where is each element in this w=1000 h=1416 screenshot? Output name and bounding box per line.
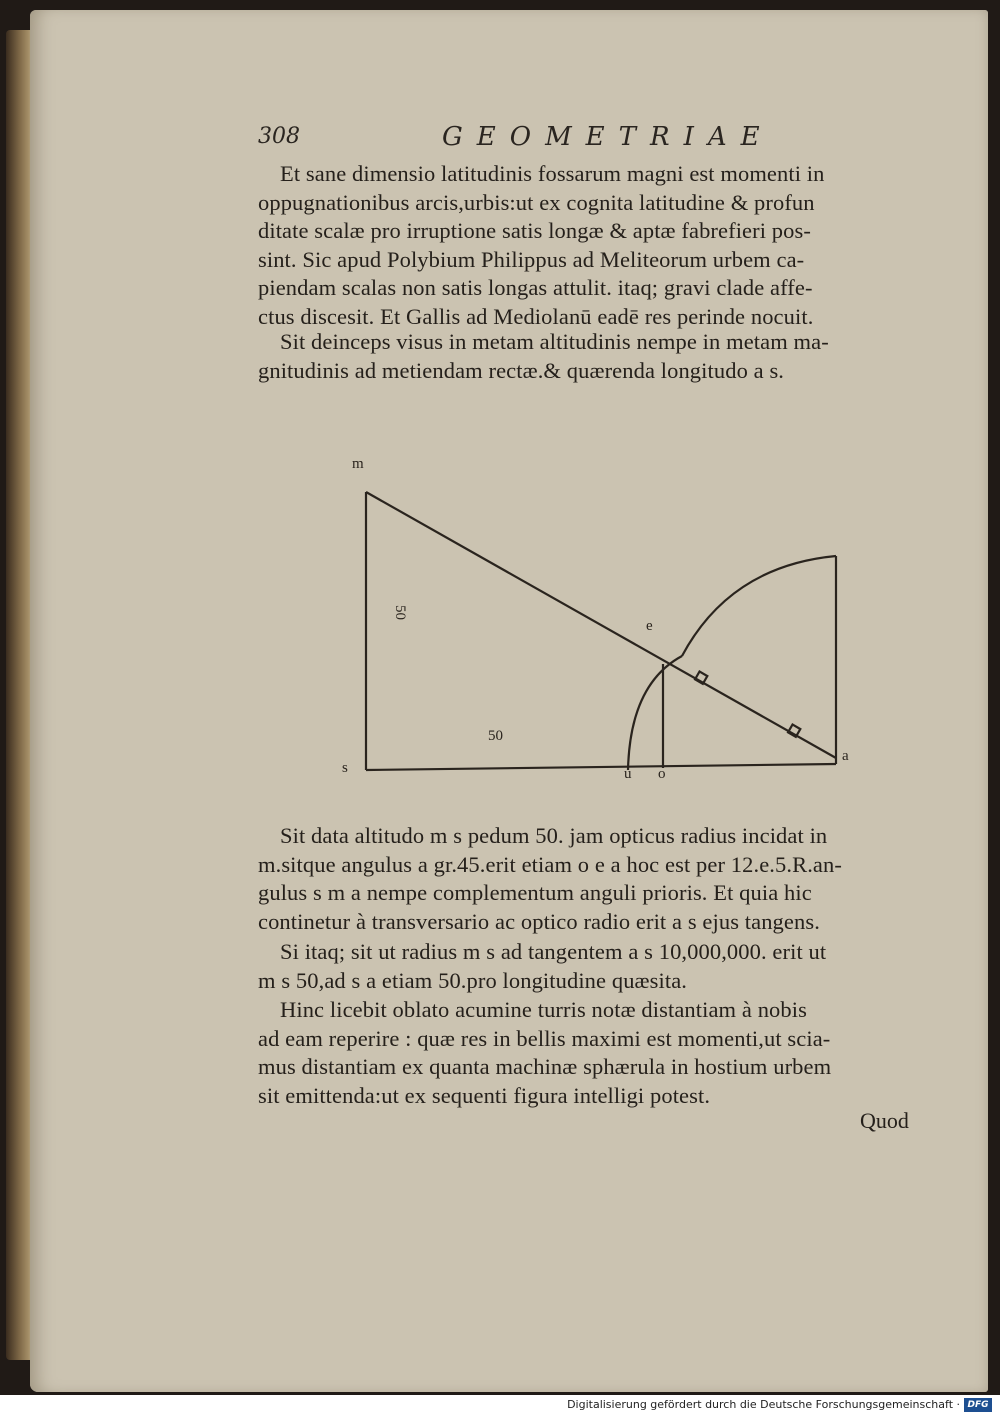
text-line: mus distantiam ex quanta machinæ sphærula in hostium urbem xyxy=(258,1054,832,1079)
right-angle-mark xyxy=(695,672,707,684)
paragraph-1 xyxy=(258,160,938,331)
label-m: m xyxy=(352,456,364,472)
text-line: m s 50,ad s a etiam 50.pro longitudine quæsita. xyxy=(258,967,688,993)
text-line: Sit deinceps visus in metam altitudinis nempe in metam ma- xyxy=(280,329,829,354)
text-line: oppugnationibus arcis,urbis:ut ex cognita latitudine & profun xyxy=(258,189,815,215)
label-horizontal-50: 50 xyxy=(488,728,503,744)
label-e: e xyxy=(646,618,653,634)
label-a: a xyxy=(842,748,849,764)
footer-bar xyxy=(0,1395,1000,1416)
arc-upper xyxy=(682,556,836,656)
text-line: sit emittenda:ut ex sequenti figura intelligi potest. xyxy=(258,1082,711,1108)
label-u: u xyxy=(624,766,632,782)
text-line: Sit data altitudo m s pedum 50. jam opticus radius incidat in xyxy=(280,823,828,848)
paragraph-2 xyxy=(258,328,938,385)
footer-credit: Digitalisierung gefördert durch die Deutsche Forschungsgemeinschaft · xyxy=(567,1398,960,1411)
running-title: GEOMETRIAE xyxy=(442,122,774,152)
geometric-figure xyxy=(330,448,870,788)
paragraph-3 xyxy=(258,822,938,936)
arc-lower xyxy=(628,656,682,770)
text-line: ctus discesit. Et Gallis ad Mediolanū eadē res perinde nocuit. xyxy=(258,303,814,329)
page-number: 308 xyxy=(258,124,300,149)
line-ma xyxy=(366,492,836,758)
text-line: gulus s m a nempe complementum anguli prioris. Et quia hic xyxy=(258,880,812,905)
text-line: ad eam reperire : quæ res in bellis maximi est momenti,ut scia- xyxy=(258,1025,831,1051)
paragraph-5 xyxy=(258,996,938,1110)
label-s: s xyxy=(342,760,348,776)
text-line: Et sane dimensio latitudinis fossarum magni est momenti in xyxy=(280,161,825,186)
catchword: Quod xyxy=(860,1108,909,1133)
label-vertical-50: 50 xyxy=(392,605,408,620)
text-line: sint. Sic apud Polybium Philippus ad Meliteorum urbem ca- xyxy=(258,246,805,272)
text-line: m.sitque angulus a gr.45.erit etiam o e a hoc est per 12.e.5.R.an- xyxy=(258,851,842,877)
text-line: piendam scalas non satis longas attulit. itaq; gravi clade affe- xyxy=(258,275,813,300)
paragraph-4 xyxy=(258,938,938,995)
label-o: o xyxy=(658,766,666,782)
dfg-logo-icon: DFG xyxy=(964,1398,992,1412)
text-line: continetur à transversario ac optico radio erit a s ejus tangens. xyxy=(258,908,820,934)
text-line: ditate scalæ pro irruptione satis longæ & aptæ fabrefieri pos- xyxy=(258,218,811,243)
text-line: gnitudinis ad metiendam rectæ.& quærenda longitudo a s. xyxy=(258,357,785,383)
text-line: Si itaq; sit ut radius m s ad tangentem a s 10,000,000. erit ut xyxy=(280,939,827,964)
text-line: Hinc licebit oblato acumine turris notæ distantiam à nobis xyxy=(280,997,807,1022)
page-header xyxy=(258,122,938,158)
right-angle-mark xyxy=(788,725,800,737)
figure-drawing xyxy=(330,448,870,788)
line-sa xyxy=(366,764,836,770)
